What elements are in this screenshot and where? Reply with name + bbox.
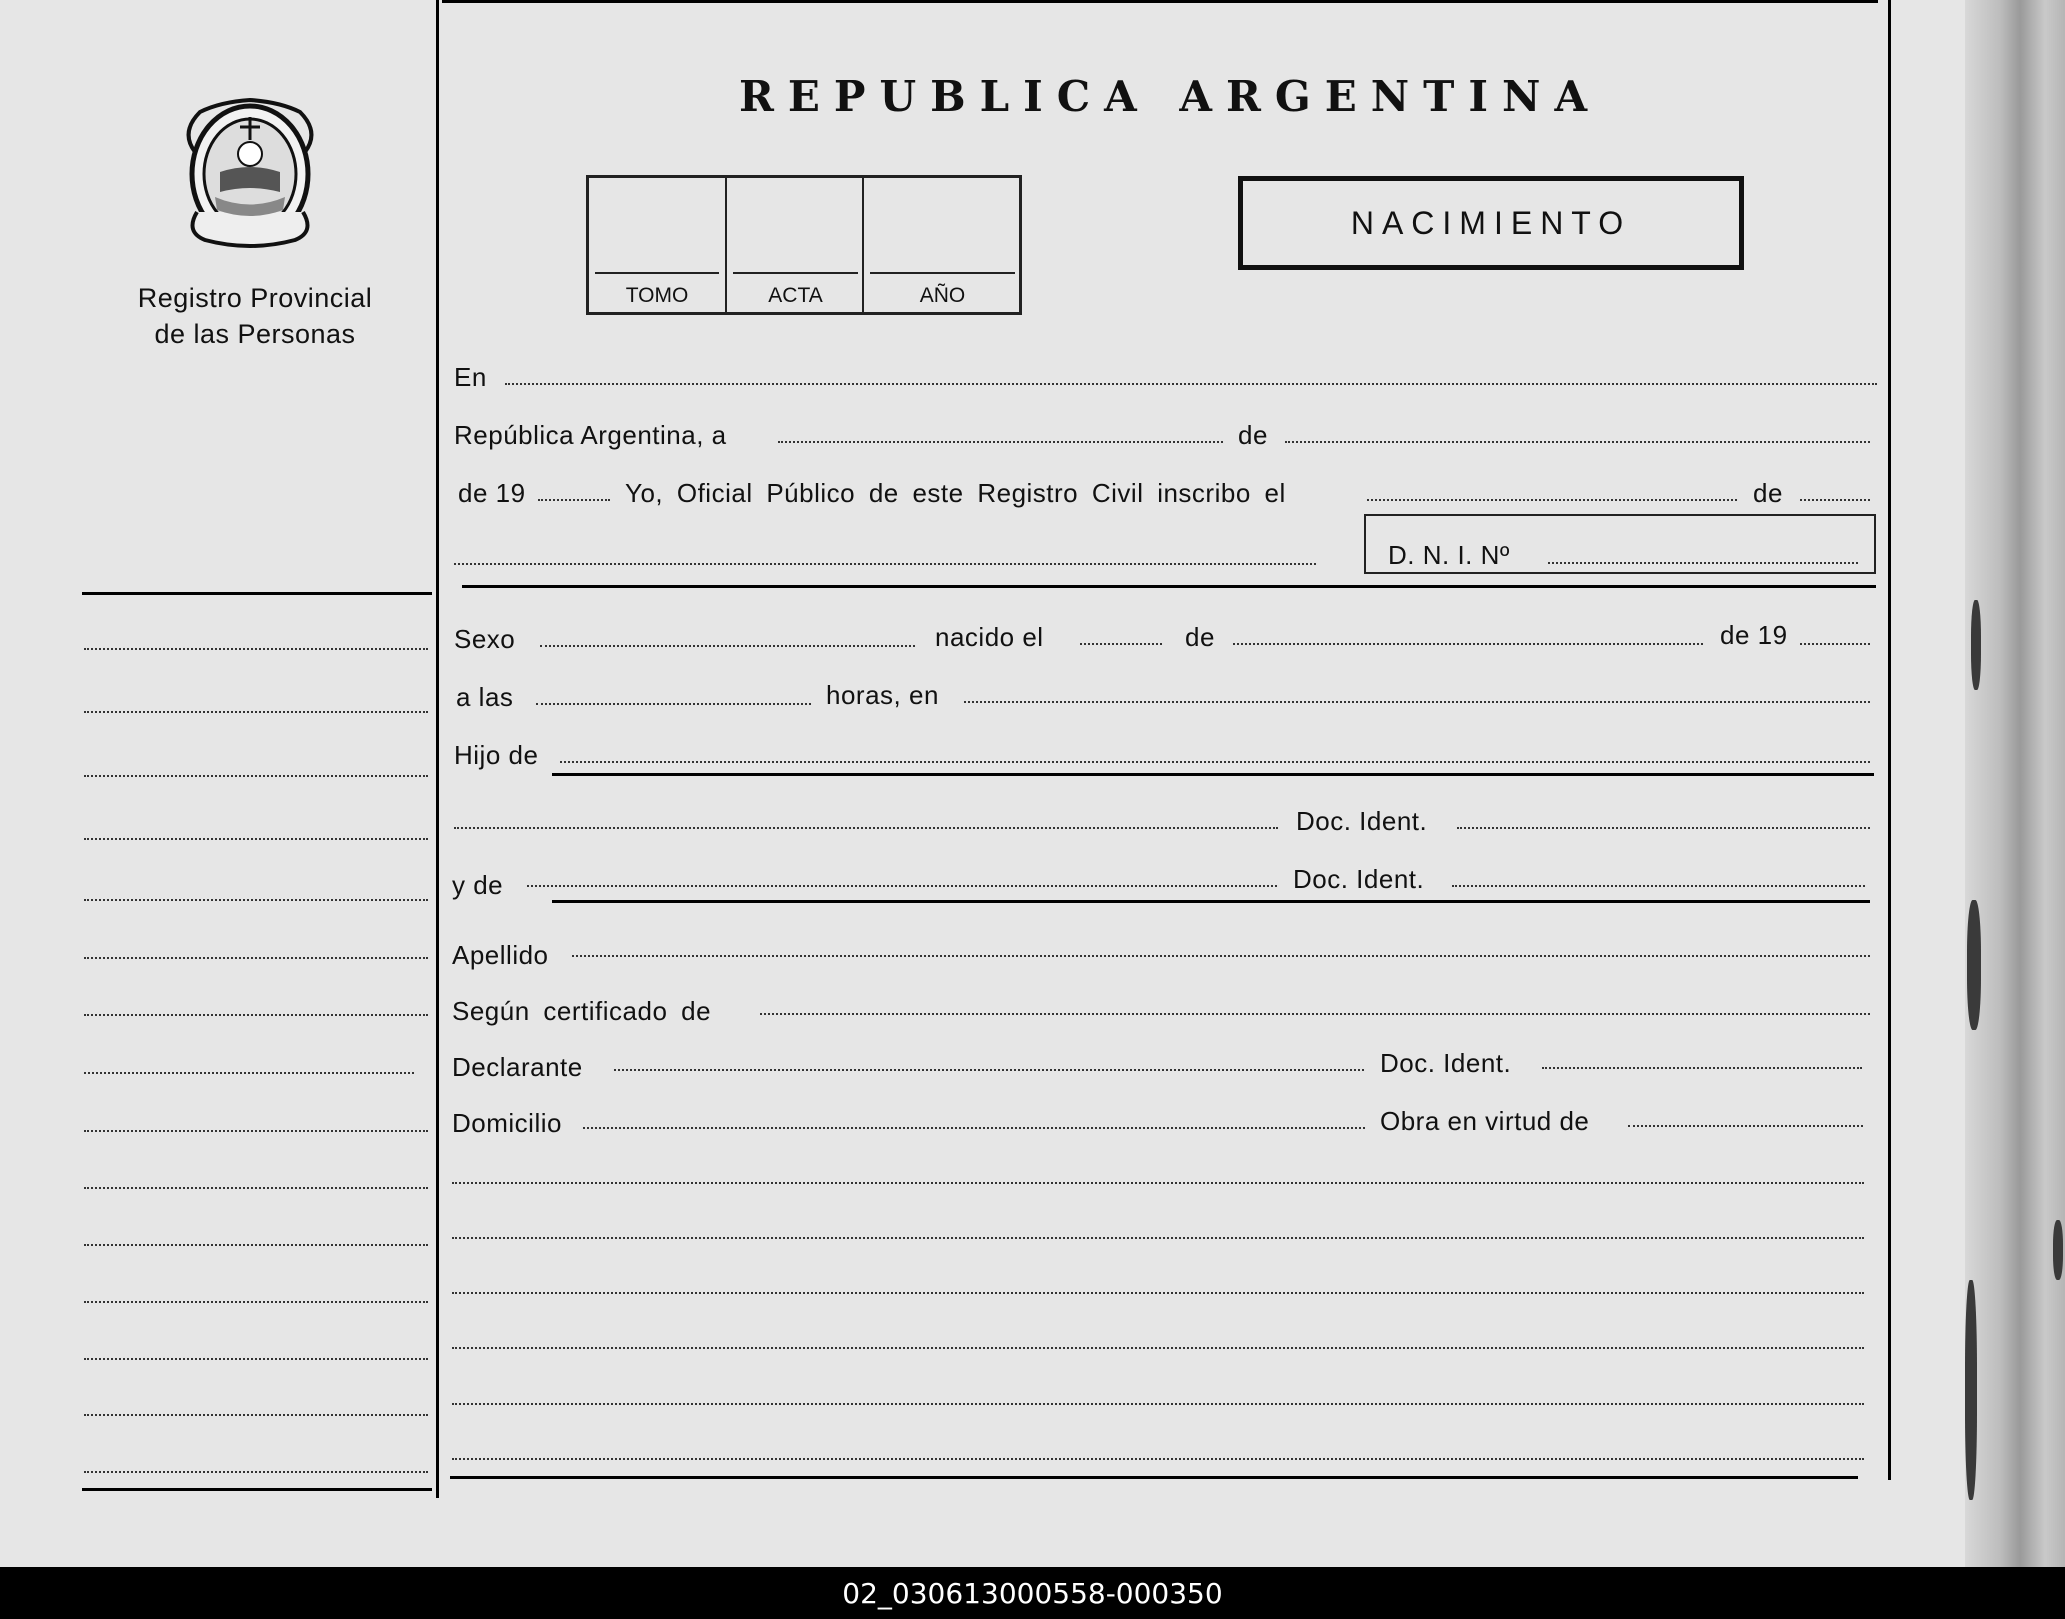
ano-cell[interactable] [862, 178, 1021, 312]
label-segun: Según certificado de [452, 996, 712, 1026]
margin-line[interactable] [84, 1358, 428, 1360]
left-divider-top [82, 592, 432, 595]
free-line[interactable] [452, 1458, 1864, 1460]
label-a-las: a las [456, 682, 514, 712]
registry-name [110, 280, 400, 352]
field-madre[interactable] [527, 885, 1277, 887]
record-number-box [586, 175, 1022, 315]
label-hijo-de: Hijo de [454, 740, 539, 770]
margin-line[interactable] [84, 957, 428, 959]
margin-line[interactable] [84, 711, 428, 713]
margin-line[interactable] [84, 838, 428, 840]
acta-cell[interactable] [725, 178, 864, 312]
margin-line[interactable] [84, 1414, 428, 1416]
label-doc-ident-2: Doc. Ident. [1293, 864, 1425, 894]
ano-line [870, 272, 1015, 274]
dni-box [1364, 514, 1876, 574]
field-hora[interactable] [536, 703, 811, 705]
field-obra[interactable] [1628, 1125, 1863, 1127]
acta-line [733, 272, 858, 274]
label-doc-ident-1: Doc. Ident. [1296, 806, 1428, 836]
right-border [1888, 0, 1891, 1480]
padre-underline [552, 773, 1874, 776]
edge-mark [2053, 1220, 2063, 1280]
top-border [442, 0, 1878, 3]
registry-line-2: de las Personas [154, 319, 356, 349]
label-de-2: de [1753, 478, 1783, 508]
acta-label: ACTA [768, 284, 823, 307]
section-divider-1 [462, 585, 1876, 588]
field-lugar[interactable] [964, 701, 1870, 703]
free-line[interactable] [452, 1237, 1864, 1239]
label-doc-ident-3: Doc. Ident. [1380, 1048, 1512, 1078]
edge-mark [1965, 1280, 1977, 1500]
image-code: 02_030613000558-000350 [842, 1576, 1223, 1610]
field-nacido-ano[interactable] [1800, 643, 1870, 645]
label-y-de: y de [452, 870, 504, 900]
edge-mark [1967, 900, 1981, 1030]
free-line[interactable] [452, 1403, 1864, 1405]
margin-line[interactable] [84, 1244, 428, 1246]
margin-line[interactable] [84, 1187, 428, 1189]
field-month[interactable] [1285, 441, 1870, 443]
margin-line[interactable] [84, 1014, 428, 1016]
field-doc-declarante[interactable] [1542, 1067, 1862, 1069]
image-code-bar [0, 1567, 2065, 1619]
label-dni: D. N. I. Nº [1388, 540, 1510, 570]
label-apellido: Apellido [452, 940, 549, 970]
left-column-divider [436, 0, 439, 1498]
madre-underline [552, 900, 1870, 903]
field-sexo[interactable] [540, 645, 915, 647]
field-en[interactable] [505, 383, 1877, 385]
record-type-box: NACIMIENTO [1238, 176, 1744, 270]
label-horas-en: horas, en [826, 680, 939, 710]
free-line[interactable] [452, 1182, 1864, 1184]
edge-mark [1971, 600, 1981, 690]
field-nacido-dia[interactable] [1080, 643, 1162, 645]
page-title: REPUBLICA ARGENTINA [738, 72, 1602, 121]
field-de-2[interactable] [1800, 499, 1870, 501]
margin-line[interactable] [84, 1130, 428, 1132]
margin-line[interactable] [84, 1471, 428, 1473]
margin-line[interactable] [84, 899, 428, 901]
label-nacido-el: nacido el [935, 622, 1044, 652]
field-apellido[interactable] [572, 955, 1870, 957]
label-declarante: Declarante [452, 1052, 583, 1082]
label-de19-b: de 19 [1720, 620, 1788, 650]
bottom-border-left [82, 1488, 432, 1491]
tomo-label: TOMO [625, 284, 689, 307]
free-line[interactable] [452, 1347, 1864, 1349]
free-line[interactable] [452, 1292, 1864, 1294]
field-declarante[interactable] [614, 1069, 1364, 1071]
field-domicilio[interactable] [583, 1127, 1365, 1129]
page-edge [1965, 0, 2065, 1567]
field-certificado[interactable] [760, 1013, 1870, 1015]
margin-line[interactable] [84, 1072, 414, 1074]
label-de19: de 19 [458, 478, 526, 508]
ano-label: AÑO [919, 284, 966, 307]
label-republica: República Argentina, a [454, 420, 727, 450]
label-sexo: Sexo [454, 624, 516, 654]
field-year[interactable] [538, 499, 610, 501]
field-dni[interactable] [1548, 562, 1858, 564]
label-yo-oficial: Yo, Oficial Público de este Registro Civil inscribo el [625, 478, 1286, 508]
field-name[interactable] [454, 563, 1316, 565]
field-doc-madre[interactable] [1452, 885, 1865, 887]
field-day[interactable] [778, 441, 1223, 443]
field-padre[interactable] [560, 761, 1870, 763]
tomo-line [595, 272, 719, 274]
registry-line-1: Registro Provincial [137, 283, 373, 313]
margin-line[interactable] [84, 648, 428, 650]
margin-line[interactable] [84, 775, 428, 777]
field-doc-padre[interactable] [1457, 827, 1870, 829]
tomo-cell[interactable] [589, 178, 725, 312]
label-en: En [454, 362, 487, 392]
field-nacido-mes[interactable] [1233, 643, 1703, 645]
label-de-3: de [1185, 622, 1215, 652]
label-domicilio: Domicilio [452, 1108, 562, 1138]
field-inscribo[interactable] [1367, 499, 1737, 501]
label-de-1: de [1238, 420, 1268, 450]
bottom-border-right [450, 1476, 1858, 1479]
field-padre-2[interactable] [454, 827, 1278, 829]
margin-line[interactable] [84, 1301, 428, 1303]
misiones-seal-icon [175, 92, 325, 257]
label-obra: Obra en virtud de [1380, 1106, 1590, 1136]
